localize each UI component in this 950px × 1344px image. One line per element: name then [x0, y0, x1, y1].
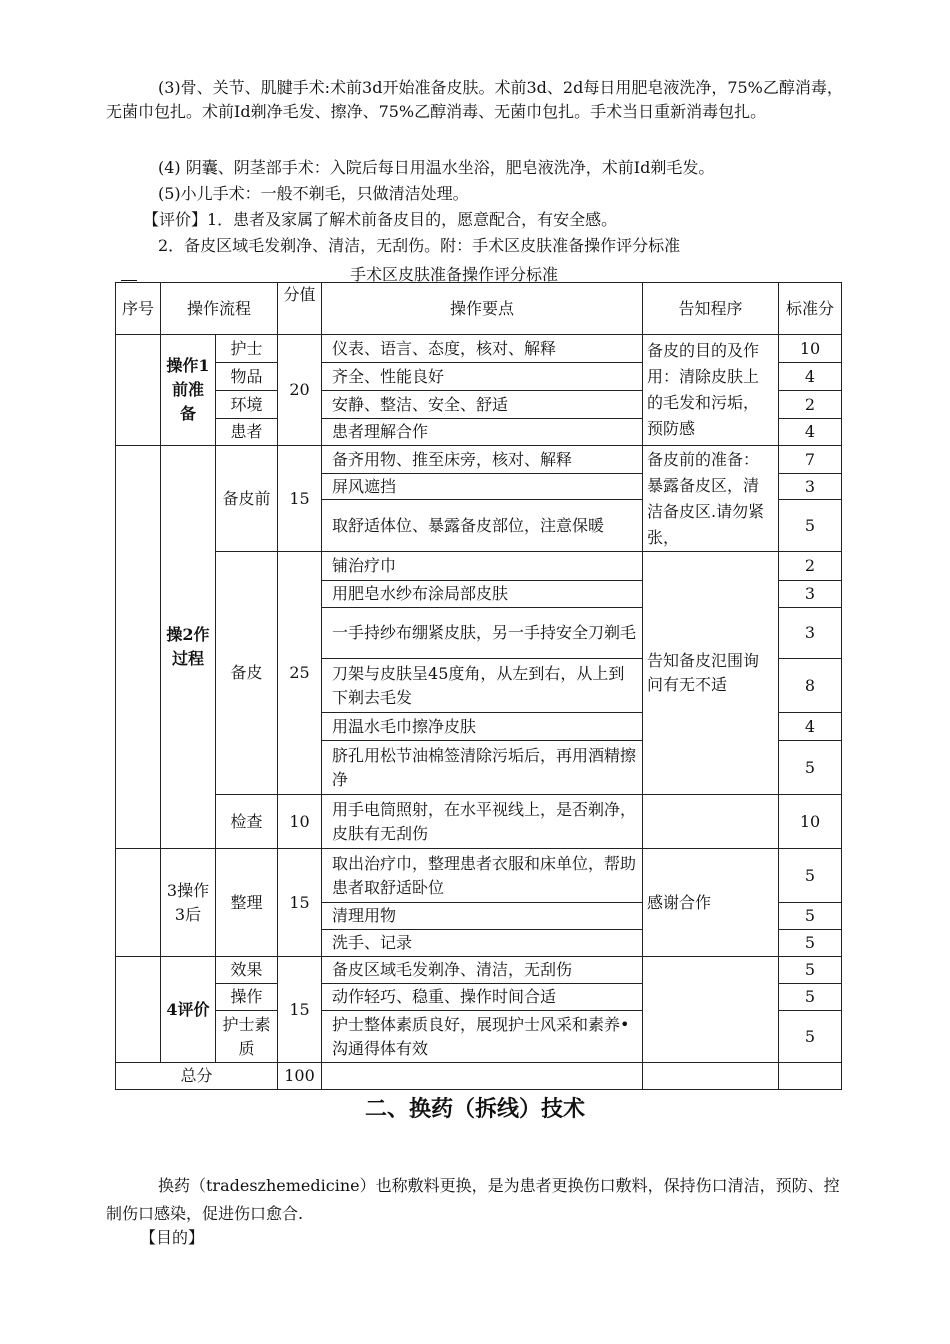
header-standard: 标准分	[779, 283, 842, 335]
group4-score: 15	[278, 957, 322, 1063]
group2-std: 5	[779, 741, 842, 795]
group2-point: 刀架与皮肤呈45度角，从左到右，从上到下剃去毛发	[322, 659, 643, 713]
group1-std: 4	[779, 363, 842, 391]
group3-std: 5	[779, 903, 842, 930]
table-row	[116, 335, 842, 363]
group2-sub1-name: 备皮前	[216, 446, 278, 552]
decorative-dash	[121, 280, 137, 281]
table-caption: 手术区皮肤准备操作评分标准	[350, 265, 559, 284]
total-empty-std	[779, 1063, 842, 1090]
group2-sub3-name: 检查	[216, 795, 278, 849]
group2-point: 用温水毛巾擦净皮肤	[322, 713, 643, 741]
group1-seq-cell	[116, 335, 161, 446]
group4-seq-cell	[116, 957, 161, 1063]
paragraph-child-surgery: (5)小儿手术：一般不剃毛，只做清洁处理。	[158, 184, 469, 203]
table-row	[116, 957, 842, 984]
header-seq: 序号	[116, 283, 161, 335]
group4-sub: 护士素质	[216, 1011, 278, 1063]
table-total-row	[116, 1063, 842, 1090]
group3-sub: 整理	[216, 849, 278, 957]
group4-inform	[643, 957, 779, 1063]
group3-score: 15	[278, 849, 322, 957]
group2-std: 7	[779, 446, 842, 474]
group2-sub2-score: 25	[278, 552, 322, 795]
group1-point: 齐全、性能良好	[322, 363, 643, 391]
group2-sub1-inform: 备皮前的准备：暴露备皮区，清洁备皮区.请勿紧张，	[643, 446, 779, 552]
header-inform: 告知程序	[643, 283, 779, 335]
group2-sub2-name: 备皮	[216, 552, 278, 795]
group2-point: 取舒适体位、暴露备皮部位，注意保暖	[322, 500, 643, 552]
group3-std: 5	[779, 849, 842, 903]
group1-std: 4	[779, 419, 842, 446]
total-score: 100	[278, 1063, 322, 1090]
group2-sub3-inform	[643, 795, 779, 849]
group1-sub: 物品	[216, 363, 278, 391]
group4-point: 动作轻巧、稳重、操作时间合适	[322, 984, 643, 1011]
table-row	[116, 849, 842, 903]
header-points: 操作要点	[322, 283, 643, 335]
header-score: 分值	[278, 283, 322, 335]
group4-sub: 效果	[216, 957, 278, 984]
group2-point: 用手电筒照射，在水平视线上，是否剃净，皮肤有无刮伤	[322, 795, 643, 849]
group3-point: 清理用物	[322, 903, 643, 930]
group4-point: 护士整体素质良好，展现护士风采和素养•沟通得体有效	[322, 1011, 643, 1063]
group1-sub: 环境	[216, 391, 278, 419]
group2-std: 2	[779, 552, 842, 581]
paragraph-dressing-change: 换药（tradeszhemedicine）也称敷料更换，是为患者更换伤口敷料，保持伤口清洁，预防、控制伤口感染，促进伤口愈合.	[106, 1176, 840, 1223]
group2-seq-cell	[116, 446, 161, 849]
paragraph-bone-surgery: (3)骨、关节、肌腱手术:术前3d开始准备皮肤。术前3d、2d每日用肥皂液洗净，75%乙醇消毒，无菌巾包扎。术前Id剃净毛发、擦净、75%乙醇消毒、无菌巾包扎。手术当日重新消毒包扎。	[106, 78, 843, 121]
group2-sub2-inform: 告知备皮氾围询问有无不适	[643, 552, 779, 795]
group2-std: 3	[779, 608, 842, 659]
group4-label: 4评价	[161, 957, 216, 1063]
group1-std: 10	[779, 335, 842, 363]
group2-point: 一手持纱布绷紧皮肤，另一手持安全刀剃毛	[322, 608, 643, 659]
group2-point: 备齐用物、推至床旁，核对、解释	[322, 446, 643, 474]
header-flow: 操作流程	[161, 283, 278, 335]
group2-point: 屏风遮挡	[322, 474, 643, 500]
group4-point: 备皮区域毛发剃净、清洁，无刮伤	[322, 957, 643, 984]
paragraph-purpose: 【目的】	[140, 1228, 205, 1247]
total-label: 总分	[116, 1063, 278, 1090]
group2-point: 脐孔用松节油棉签清除污垢后，再用酒精擦净	[322, 741, 643, 795]
table-row	[116, 552, 842, 581]
group3-seq-cell	[116, 849, 161, 957]
group4-std: 5	[779, 984, 842, 1011]
table-row	[116, 795, 842, 849]
paragraph-scrotum-surgery: (4) 阴囊、阴茎部手术：入院后每日用温水坐浴，肥皂液洗净，术前Id剃毛发。	[158, 158, 715, 177]
group1-inform: 备皮的目的及作用：清除皮肤上的毛发和污垢，预防感	[643, 335, 779, 446]
total-empty-inform	[643, 1063, 779, 1090]
section-title: 二、换药（拆线）技术	[364, 1097, 585, 1122]
group3-point: 洗手、记录	[322, 930, 643, 957]
table-header-row	[116, 283, 842, 335]
group2-std: 3	[779, 474, 842, 500]
group2-std: 10	[779, 795, 842, 849]
group2-std: 3	[779, 581, 842, 608]
group3-point: 取出治疗巾，整理患者衣服和床单位，帮助患者取舒适卧位	[322, 849, 643, 903]
group3-label: 3操作3后	[161, 849, 216, 957]
group1-score: 20	[278, 335, 322, 446]
group4-std: 5	[779, 1011, 842, 1063]
group1-label: 操作1前准备	[161, 335, 216, 446]
group1-point: 患者理解合作	[322, 419, 643, 446]
group2-point: 铺治疗巾	[322, 552, 643, 581]
group3-std: 5	[779, 930, 842, 957]
group1-sub: 患者	[216, 419, 278, 446]
group2-label: 操2作过程	[161, 446, 216, 849]
group2-sub1-score: 15	[278, 446, 322, 552]
group3-inform: 感谢合作	[643, 849, 779, 957]
group2-point: 用肥皂水纱布涂局部皮肤	[322, 581, 643, 608]
group2-std: 8	[779, 659, 842, 713]
total-empty-points	[322, 1063, 643, 1090]
score-table	[115, 282, 842, 1090]
group4-std: 5	[779, 957, 842, 984]
group1-std: 2	[779, 391, 842, 419]
group1-sub: 护士	[216, 335, 278, 363]
paragraph-evaluation-1: 【评价】1．患者及家属了解术前备皮目的，愿意配合，有安全感。	[143, 210, 618, 229]
group2-sub3-score: 10	[278, 795, 322, 849]
group1-point: 仪表、语言、态度，核对、解释	[322, 335, 643, 363]
group1-point: 安静、整洁、安全、舒适	[322, 391, 643, 419]
group4-sub: 操作	[216, 984, 278, 1011]
paragraph-evaluation-2: 2．备皮区域毛发剃净、清洁，无刮伤。附：手术区皮肤准备操作评分标准	[158, 236, 681, 255]
group2-std: 5	[779, 500, 842, 552]
group2-std: 4	[779, 713, 842, 741]
table-row	[116, 446, 842, 474]
